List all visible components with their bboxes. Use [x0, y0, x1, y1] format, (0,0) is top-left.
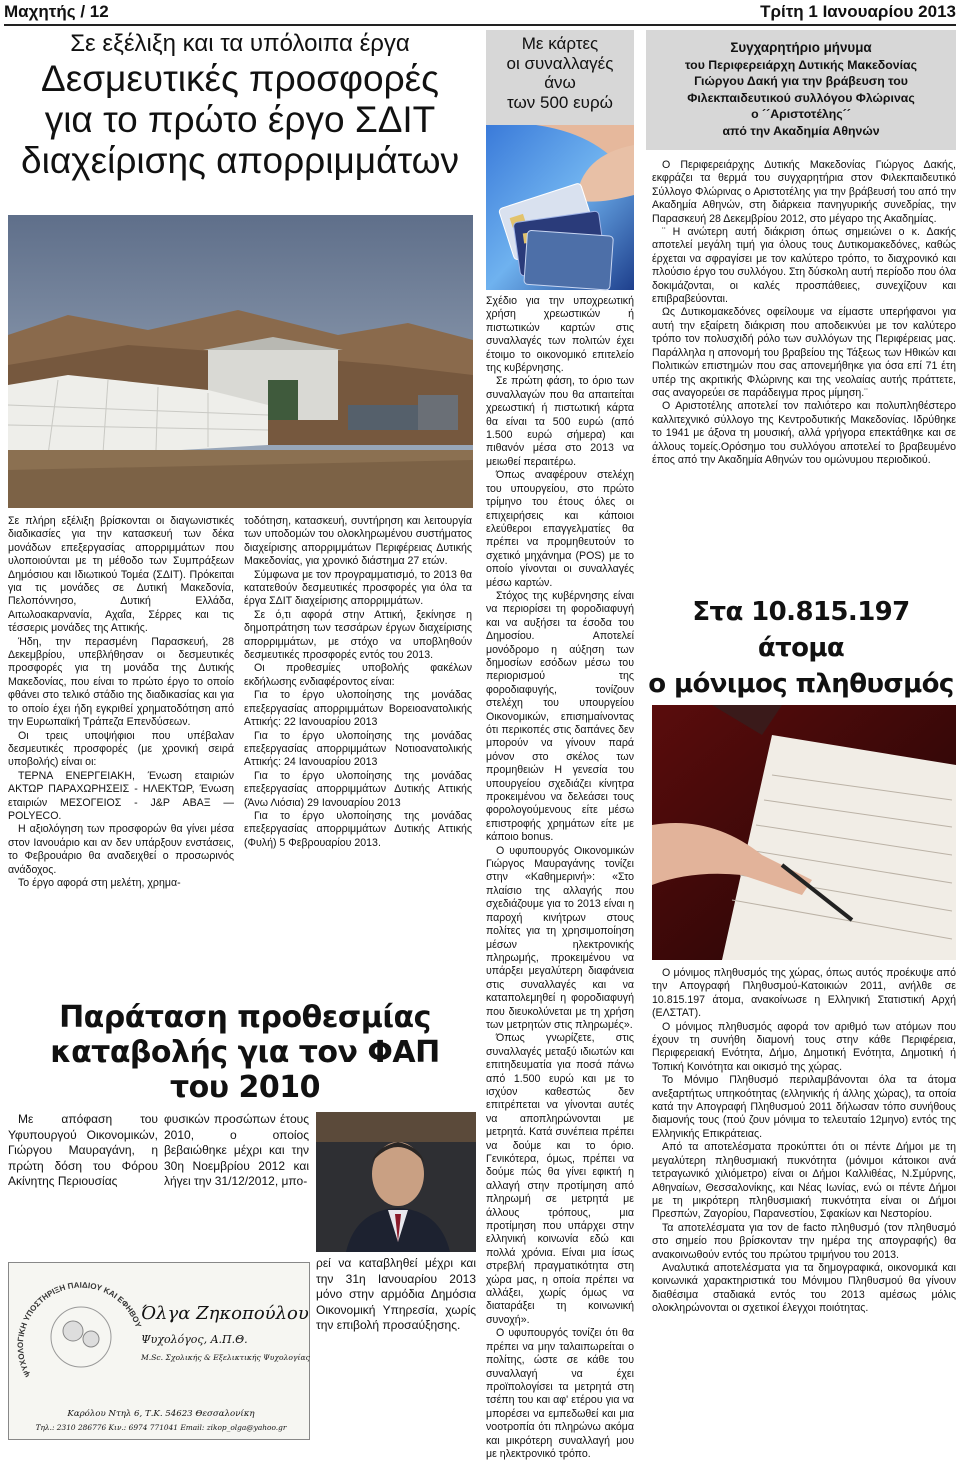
article-fap-paragraph: φυσικών προσώπων έτους 2010, ο οποίος βεβαιώθηκε μέχρι και την 30η Νοεμβρίου 2012 και λήγει την 31/12/2012, μπο- — [164, 1112, 309, 1188]
article-waste-paragraph: Οι προθεσμίες υποβολής φακέλων εκδήλωσης ενδιαφέροντος είναι: — [244, 662, 472, 688]
article-cards-headline — [486, 30, 634, 125]
article-cards-paragraph: Όπως αναφέρουν στελέχη του υπουργείου, στο πρώτο τρίμηνο του έτους όλες οι επιχειρήσεις και κάποιοι ελεύθεροι επαγγελματίες θα πρέπει να προμηθευτούν το σχετικό μηχάνημα (POS) με το οποίο γίνονται οι συναλλαγές μέσω καρτών. — [486, 469, 634, 589]
article-cards-paragraph: Ο υφυπουργός τονίζει ότι θα πρέπει να μην ταλαιπωρείται ο πολίτης, ώστε σε κάθε του συναλλαγή να έχει προϊπολογίσει τα μετρητά στη τσέπη του και αφ' ετέρου για να μπορέσει να εμπεδωθεί και μια νοοτροπία ότι πληρώνω ακόμα και μικρότερη συναλλαγή μου με ηλεκτρονικό τρόπο. — [486, 1327, 634, 1460]
article-cards-paragraph: Ο υφυπουργός Οικονομικών Γιώργος Μαυραγάνης τονίζει στην «Καθημερινή»: «Στο πλαίσιο της αλλαγής που σχεδιάζουμε για το 2013 είναι η παροχή κινήτρων στους πολίτες για τη χρησιμοποίηση μέσων ηλεκτρονικής πληρωμής, προκειμένου να υπάρξει μεγαλύτερη διαφάνεια στις συναλλαγές και να καταπολεμηθεί η φοροδιαφυγή που διευκολύνεται με τη χρήση των μετρητών στις πληρωμές». — [486, 844, 634, 1031]
article-fap-column-2 — [164, 1112, 309, 1190]
article-fap-paragraph: ρεί να καταβληθεί μέχρι και την 31η Ιανουαρίου 2013 μόνο στην αρμόδια Δημόσια Οικονομική Υπηρεσία, χωρίς την επιβολή προσαύξησης. — [316, 1256, 476, 1332]
article-waste-paragraph: Ήδη, την περασμένη Παρασκευή, 28 Δεκεμβρίου, υπεβλήθησαν οι δεσμευτικές προσφορές για τη μονάδα της Δυτικής Μακεδονίας, που είναι το πρώτο έργο το οποίο φθάνει στο τελικό στάδιο της διαδικασίας και για το οποίο έχει ήδη εγκριθεί χρηματοδότηση από την Ευρωπαϊκή Τράπεζα Επενδύσεων. — [8, 635, 234, 729]
article-cards-title-1: Με κάρτες — [521, 34, 599, 53]
article-waste-column-2 — [244, 515, 472, 850]
article-cards-title-2: οι συναλλαγές — [506, 53, 614, 73]
article-waste-column-1 — [8, 515, 234, 890]
ad-title: Ψυχολόγος, Α.Π.Θ. — [141, 1333, 248, 1346]
article-congrats-paragraph: Ο Περιφερειάρχης Δυτικής Μακεδονίας Γιώργος Δακής, εκφράζει τα θερμά του συγχαρητήρια στον Φιλεκπαιδευτικό Σύλλογο Φλώρινας ο Αριστοτέλης για την βράβευσή του από την Ακαδημία Αθηνών, στη διάρκεια πανηγυρικής συνεδρίας, την Παρασκευή 28 Δεκεμβρίου 2012, στο μέγαρο της Ακαδημίας. — [652, 159, 956, 225]
article-waste-paragraph: Η αξιολόγηση των προσφορών θα γίνει μέσα στον Ιανουάριο και αν δεν υπάρξουν ενστάσεις, το Φεβρουάριο θα αναδειχθεί ο προσωρινός ανάδοχος. — [8, 823, 234, 876]
article-waste-paragraph: Για το έργο υλοποίησης της μονάδας επεξεργασίας απορριμμάτων Νοτιοανατολικής Αττικής: 24 Ιανουαρίου 2013 — [244, 729, 472, 769]
article-population-title-1: Στα 10.815.197 άτομα — [692, 597, 910, 663]
article-congrats-title-1: Συγχαρητήριο μήνυμα — [730, 40, 872, 55]
census-form-photo — [652, 705, 956, 960]
page-header-left: Μαχητής / 12 — [4, 2, 109, 21]
article-fap-paragraph: Με απόφαση του Υφυπουργού Οικονομικών, Γιώργου Μαυραγάνη, η πρώτη δόση του Φόρου Ακίνητης Περιουσίας — [8, 1112, 158, 1188]
article-waste-title-3: διαχείρισης απορριμμάτων — [21, 140, 459, 181]
minister-photo — [316, 1112, 476, 1252]
article-congrats-title-3: Γιώργου Δακή για την βράβευση του — [694, 74, 908, 88]
article-population-paragraph: Από τα αποτελέσματα προκύπτει ότι οι πέντε Δήμοι με τη μεγαλύτερη πληθυσμιακή πυκνότητα (μόνιμοι κάτοικοι ανά τετραγωνικό χιλιόμετρο) είναι οι Δήμοι Καλλιθέας, Ν.Σμύρνης, Αθηναίων, Θεσσαλονίκης, και Νέας Ιωνίας, ενώ οι πέντε Δήμοι με τη μικρότερη πληθυσμιακή πυκνότητα είναι οι Δήμοι Πρεσπών, Ζαγορίου, Παρανεστίου, Σφακίων και Νεστορίου. — [652, 1141, 956, 1221]
article-congrats-title-5: ο ´´Αριστοτέλης´´ — [751, 107, 851, 121]
waste-facility-photo — [8, 215, 473, 508]
article-waste-headline — [4, 30, 476, 181]
article-waste-paragraph: ΤΕΡΝΑ ΕΝΕΡΓΕΙΑΚΗ, Ένωση εταιριών ΑΚΤΩΡ ΠΑΡΑΧΩΡΗΣΕΙΣ - ΗΛΕΚΤΩΡ, Ένωση εταιριών ΜΕΣΟΓΕΙΟΣ - J&P ΑΒΑΞ — POLYECO. — [8, 769, 234, 822]
article-waste-paragraph: Σε ό,τι αφορά στην Αττική, ξεκίνησε η δημοπράτηση των τεσσάρων έργων διαχείρισης απορριμμάτων, με στόχο να υποβληθούν δεσμευτικές προσφορές εντός του 2013. — [244, 608, 472, 662]
ad-address: Καρόλου Ντηλ 6, Τ.Κ. 54623 Θεσσαλονίκη — [67, 1409, 255, 1419]
article-cards-title-3: άνω — [544, 73, 576, 92]
article-waste-title-2: για το πρώτο έργο ΣΔΙΤ — [44, 99, 436, 140]
article-waste-paragraph: Το έργο αφορά στη μελέτη, χρημα- — [18, 876, 181, 889]
article-waste-kicker: Σε εξέλιξη και τα υπόλοιπα έργα — [70, 30, 410, 57]
article-cards-body — [486, 295, 634, 1461]
article-congrats-paragraph: ¨ Η ανώτερη αυτή διάκριση όπως σημειώνει ο κ. Δακής αποτελεί μεγάλη τιμή για όλους τους Δυτικομακεδόνες, καθώς έρχεται να σφραγίσει με τον καλύτερο τρόπο, το διαχρονικό και πλούσιο έργο του συλλόγου. Στη δύσκολη αυτή περίοδο που όλα δοκιμάζονται, οι καλές προσπάθειες, συνεχίζουν και επιβραβεύονται. — [652, 226, 956, 306]
article-waste-title-1: Δεσμευτικές προσφορές — [41, 58, 439, 99]
article-population-paragraph: Ο μόνιμος πληθυσμός αφορά τον αριθμό των ατόμων που έχουν τη συνήθη διαμονή τους στην κάθε Περιφέρεια, Περιφερειακή Ενότητα, Δήμο, Δημοτική Ενότητα, Δημοτική ή Τοπική Κοινότητα και οικισμό της χώρας. — [652, 1020, 956, 1073]
article-fap-title-3: του 2010 — [170, 1070, 320, 1105]
article-cards-paragraph: Σχέδιο για την υποχρεωτική χρήση χρεωστικών ή πιστωτικών καρτών στις συναλλαγές των πολιτών έχει έτοιμο το οικονομικό επιτελείο της κυβέρνησης. — [486, 295, 634, 375]
ad-contact: Τηλ.: 2310 286776 Κιν.: 6974 771041 Email: zikop_olga@yahoo.gr — [35, 1423, 287, 1432]
article-fap-title-2: καταβολής για τον ΦΑΠ — [50, 1035, 440, 1070]
article-waste-paragraph: Για το έργο υλοποίησης της μονάδας επεξεργασίας απορριμμάτων Δυτικής Αττικής (Φυλή) 5 Φεβρουαρίου 2013. — [244, 809, 472, 849]
article-population-body — [652, 967, 956, 1316]
article-fap-column-3 — [316, 1256, 476, 1334]
credit-cards-photo — [486, 125, 634, 290]
article-congrats-headline — [646, 30, 956, 150]
article-waste-paragraph: Σε πλήρη εξέλιξη βρίσκονται οι διαγωνιστικές διαδικασίες για την κατασκευή των δέκα μονάδων επεξεργασίας απορριμμάτων που υλοποιούνται με τη μέθοδο των Συμπράξεων Δημόσιου και Ιδιωτικού Τομέα (ΣΔΙΤ). Πρόκειται για τις μονάδες σε Δυτική Μακεδονία, Πελοπόννησο, Δυτική Ελλάδα, Αιτωλοακαρνανία, Αχαΐα, Σέρρες και τις τέσσερις μονάδες της Αττικής. — [8, 515, 234, 635]
article-cards-title-4: των 500 ευρώ — [507, 92, 613, 112]
article-population-paragraph: Ο μόνιμος πληθυσμός της χώρας, όπως αυτός προέκυψε από την Απογραφή Πληθυσμού-Κατοικιών 2011, ανήλθε σε 10.815.197 άτομα, ανακοίνωσε η Ελληνική Στατιστική Αρχή (ΕΛΣΤΑΤ). — [652, 967, 956, 1020]
article-waste-paragraph: τοδότηση, κατασκευή, συντήρηση και λειτουργία των υποδομών του ολοκληρωμένου συστήματος διαχείρισης απορριμμάτων Περιφέρειας Δυτικής Μακεδονίας, για χρονικό διάστημα 27 ετών. — [244, 515, 472, 568]
article-cards-paragraph: Όπως γνωρίζετε, στις συναλλαγές μεταξύ ιδιωτών και επιτηδευματία για ποσά πάνω από 1.500 ευρώ και με το ισχύον καθεστώς δεν επιτρέπεται να γίνονται αυτές να αποπληρώνονται με μετρητά. Κατά συνέπεια πρέπει να δούμε και το όριο. Γενικότερα, όμως, πρέπει να δούμε πώς θα γίνει εφικτή η αλλαγή στην προτίμηση από πληρωμή σε μετρητά με άλλους τρόπους, μια προτίμηση που υπάρχει στην ελληνική κοινωνία εδώ και πολλά χρόνια. Είναι μια ίσως στρεβλή πραγματικότητα στη χώρα μας, η οποία πρέπει να αλλάξει, χωρίς όμως να διαταράξει τη κοινωνική συνοχή». — [486, 1032, 634, 1326]
article-congrats-title-6: από την Ακαδημία Αθηνών — [722, 123, 880, 138]
article-fap-headline — [40, 1000, 450, 1105]
psychologist-advertisement — [8, 1262, 310, 1440]
article-population-paragraph: Το Μόνιμο Πληθυσμό περιλαμβάνονται όλα τα άτομα ανεξαρτήτως υπηκοότητας (ελληνικής ή άλλης χώρας), τα οποία κατά την Απογραφή Πληθυσμού 2011 δήλωσαν τόπο συνήθους διαμονής τους (πού ζουν μόνιμα το τελευταίο 12μηνο) εντός της Ελληνικής Επικράτειας. — [652, 1074, 956, 1140]
article-waste-paragraph: Σύμφωνα με τον προγραμματισμό, το 2013 θα κατατεθούν δεσμευτικές προσφορές για όλα τα έργα ΣΔΙΤ διαχείρισης απορριμμάτων. — [244, 568, 472, 608]
article-cards-paragraph: Στόχος της κυβέρνησης είναι να περιορίσει τη φοροδιαφυγή και να αυξήσει τα έσοδα του Δημοσίου. Αποτελεί μονόδρομο η αύξηση των δημοσίων εσόδων μέσω του περιορισμού της φοροδιαφυγής, τονίζουν στελέχη του υπουργείου Οικονομικών, επισημαίνοντας ότι περικοπές στις δαπάνες δεν μπορούν να γίνουν παρά μόνον στο σκέλος των προμηθειών Η γενεσία του υπουργείου σχεδιάζει κίνητρα προκειμένου να δελεάσει τους φορολογούμενους είτε μέσω επιστροφής χρημάτων είτε με κάποιο bonus. — [486, 589, 634, 844]
article-population-title-2: ο μόνιμος πληθυσμός — [648, 669, 954, 699]
article-congrats-paragraph: Ως Δυτικομακεδόνες οφείλουμε να είμαστε υπερήφανοι για αυτή την εξαίρετη διάκριση που αποδεικνύει με τον καλύτερο τρόπο τον πολυσχιδή ρόλο των συλλόγων της Περιφέρειας μας. Παράλληλα η απονομή του βραβείου της Τάξεως των Ηθικών και Πολιτικών επιστημών που σας απονεμήθηκε για όσα επί 71 έτη υπέρ της ακριτικής Φλώρινης και της νεολαίας αυτής πράττετε, σας αναγορεύει σε παράδειγμα προς μίμηση.¨ — [652, 306, 956, 399]
page-header-date: Τρίτη 1 Ιανουαρίου 2013 — [760, 2, 956, 21]
article-waste-paragraph: Για το έργο υλοποίησης της μονάδας επεξεργασίας απορριμμάτων Βορειοανατολικής Αττικής: 22 Ιανουαρίου 2013 — [244, 689, 472, 729]
article-fap-column-1 — [8, 1112, 158, 1190]
article-fap-title-1: Παράταση προθεσμίας — [59, 1000, 431, 1035]
article-waste-paragraph: Για το έργο υλοποίησης της μονάδας επεξεργασίας απορριμμάτων Δυτικής Αττικής (Άνω Λιόσια) 29 Ιανουαρίου 2013 — [244, 769, 472, 809]
article-population-paragraph: Τα αποτελέσματα για τον de facto πληθυσμό (τον πληθυσμό στο σημείο που βρίσκονταν την ημέρα της απογραφής) θα ανακοινωθούν εντός του πρώτου τριμήνου του 2013. — [652, 1221, 956, 1261]
ad-name: Όλγα Ζηκοπούλου — [141, 1303, 309, 1324]
article-waste-paragraph: Οι τρεις υποψήφιοι που υπέβαλαν δεσμευτικές προσφορές (με χρονική σειρά υποβολής) είναι οι: — [8, 729, 234, 769]
article-population-paragraph: Αναλυτικά αποτελέσματα για τα δημογραφικά, οικονομικά και κοινωνικά χαρακτηριστικά του Μόνιμου Πληθυσμού θα γίνουν διαθέσιμα σταδιακά εντός του 2013 αμέσως μόλις ολοκληρώνονται οι σχετικοί έλεγχοι ποιότητας. — [652, 1261, 956, 1315]
article-congrats-title-4: Φιλεκπαιδευτικού συλλόγου Φλώρινας — [687, 90, 915, 105]
ad-arc-logo — [11, 1265, 151, 1405]
header-rule — [4, 24, 956, 26]
ad-arc-text: ΨΥΧΟΛΟΓΙΚΗ ΥΠΟΣΤΗΡΙΞΗ ΠΑΙΔΙΟΥ ΚΑΙ ΕΦΗΒΟΥ — [15, 1280, 143, 1379]
article-cards-paragraph: Σε πρώτη φάση, το όριο των συναλλαγών που θα απαιτείται χρεωστική ή πιστωτική κάρτα θα είναι τα 500 ευρώ (από 1.500 ευρώ σήμερα) και πιθανόν μέσα στο 2013 να μειωθεί περαιτέρω. — [486, 375, 634, 468]
ad-subtitle: M.Sc. Σχολικής & Εξελικτικής Ψυχολογίας — [141, 1353, 310, 1362]
article-congrats-body — [652, 159, 956, 467]
article-congrats-title-2: του Περιφερειάρχη Δυτικής Μακεδονίας — [685, 57, 917, 72]
article-congrats-paragraph: Ο Αριστοτέλης αποτελεί τον παλιότερο και πολυπληθέστερο καλλιτεχνικό σύλλογο της Κεντροδυτικής Μακεδονίας. Ιδρύθηκε το 1941 με άξονα τη μουσική, αλλά γρήγορα επεκτάθηκε και σε άλλους τομείς.Ορόσημο του συλλόγου αποτελεί το βραβευμένο έπος από την Ακαδημία Αθηνών του ομώνυμου περιοδικού. — [652, 400, 956, 466]
